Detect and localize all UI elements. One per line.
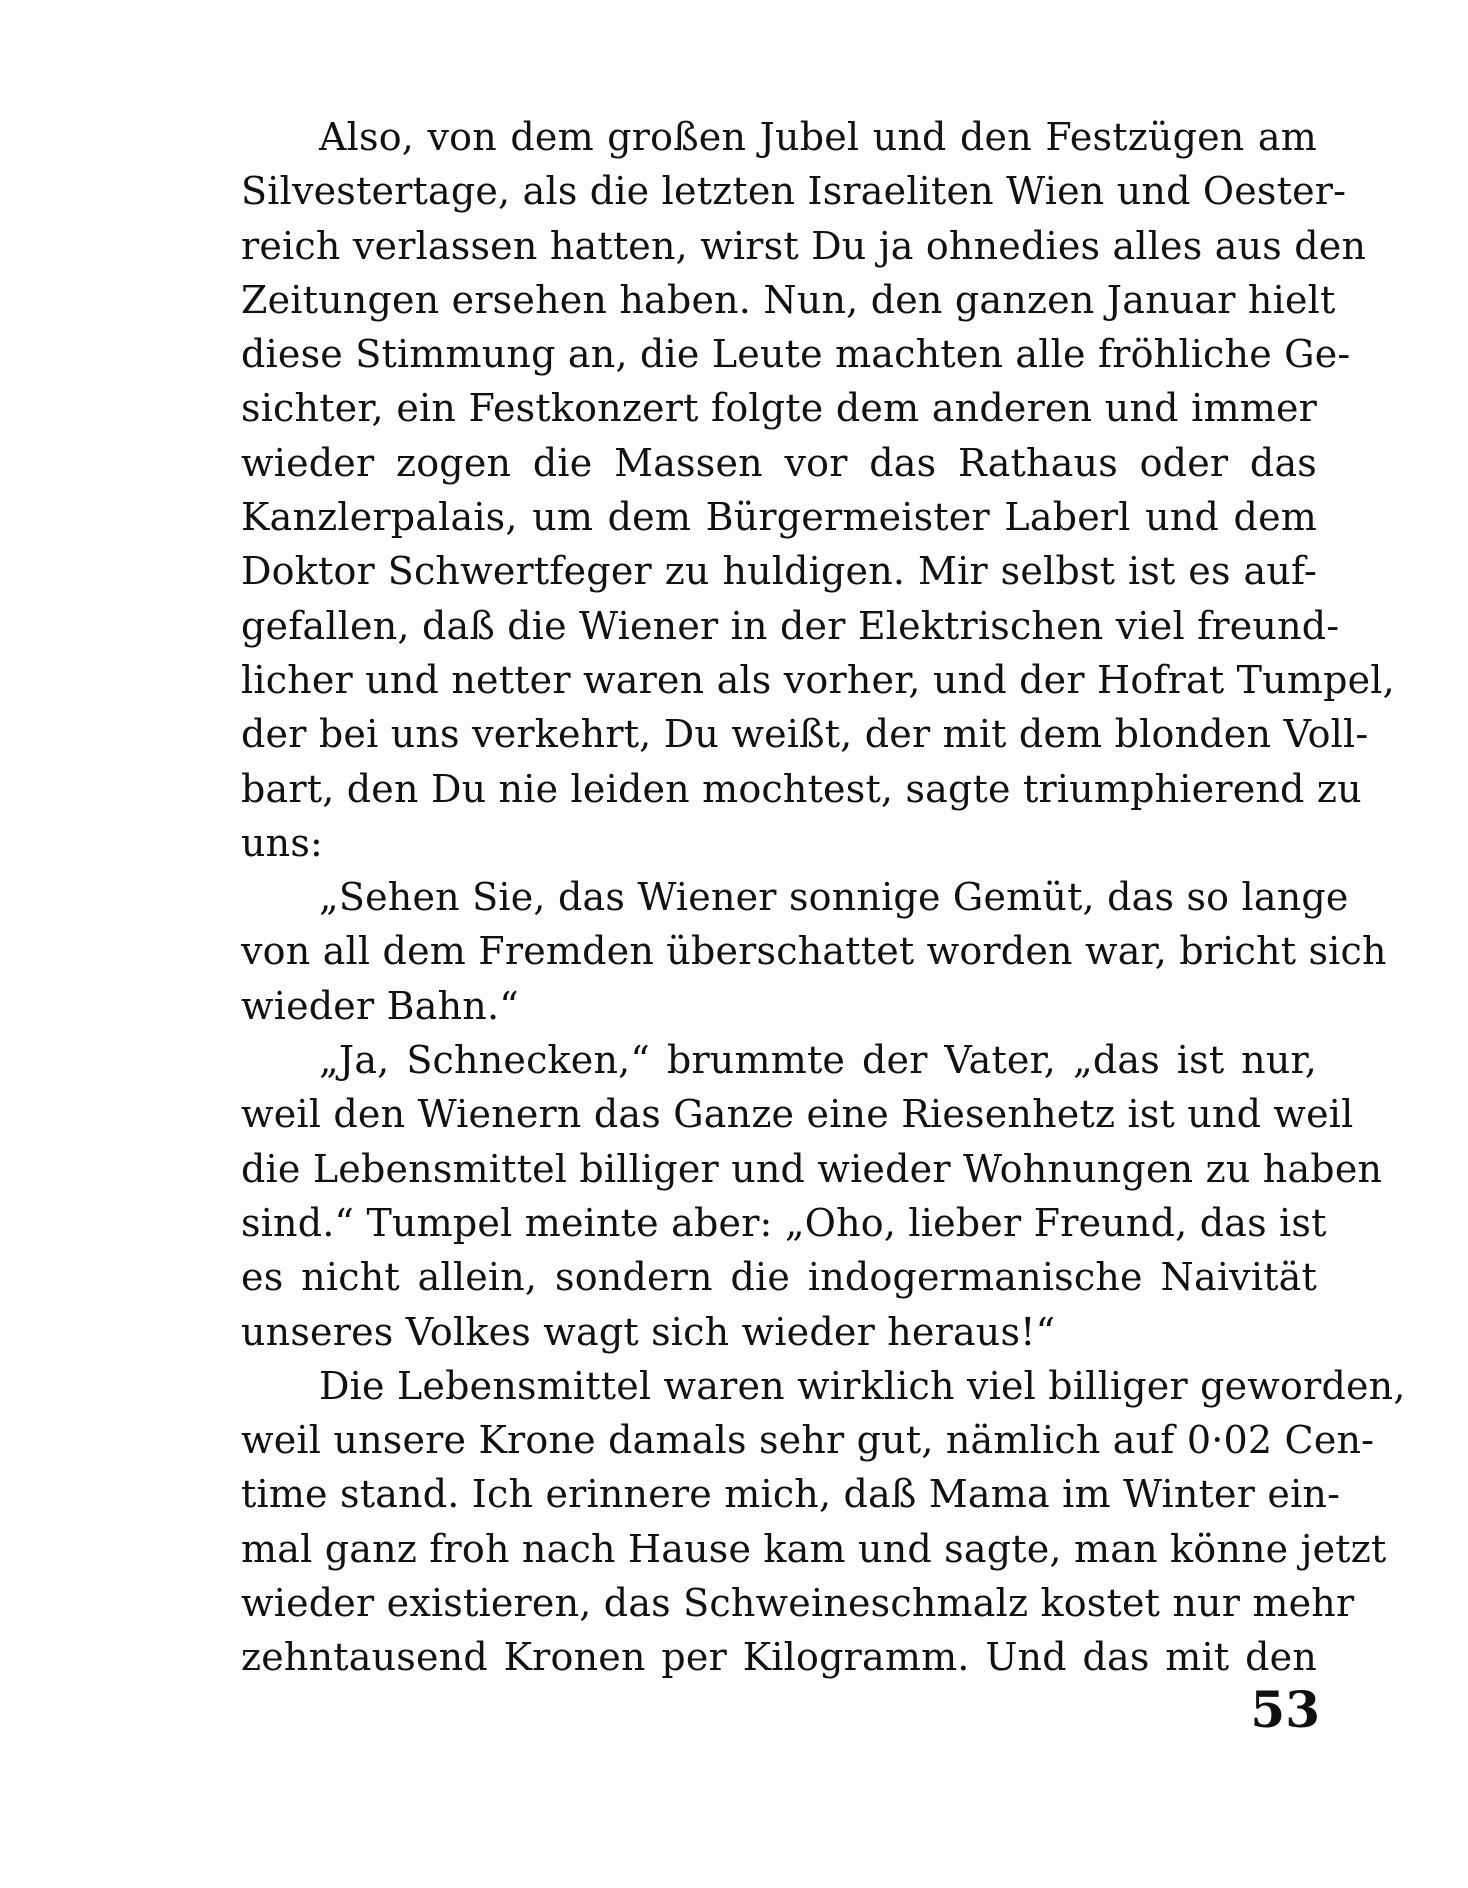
text-line: uns: [241,820,324,865]
text-line: der bei uns verkehrt, Du weißt, der mit dem blonden Voll- [241,712,1369,757]
text-line: zehntausend Kronen per Kilogramm. Und das mit den [241,1635,1317,1680]
text-line: gefallen, daß die Wiener in der Elektrischen viel freund- [241,603,1340,648]
paragraph-4 [241,1359,1406,1685]
text-line: die Lebensmittel billiger und wieder Wohnungen zu haben [241,1146,1383,1191]
text-line: reich verlassen hatten, wirst Du ja ohnedies alles aus den [241,223,1367,268]
text-line: Silvestertage, als die letzten Israeliten Wien und Oester- [241,169,1347,214]
page-number: 53 [1250,1680,1320,1739]
text-line: weil unsere Krone damals sehr gut, nämlich auf 0·02 Cen- [241,1418,1375,1463]
paragraph-3 [241,1033,1383,1359]
text-line: wieder zogen die Massen vor das Rathaus oder das [241,440,1317,485]
text-line: unseres Volkes wagt sich wieder heraus!“ [241,1309,1056,1354]
text-line: wieder existieren, das Schweineschmalz kostet nur mehr [241,1581,1355,1626]
text-line: „Ja, Schnecken,“ brummte der Vater, „das ist nur, [319,1038,1317,1083]
text-line: Die Lebensmittel waren wirklich viel billiger geworden, [319,1363,1406,1408]
paragraph-2 [241,870,1387,1033]
text-line: wieder Bahn.“ [241,983,519,1028]
text-line: sichter, ein Festkonzert folgte dem anderen und immer [241,386,1317,431]
text-line: Zeitungen ersehen haben. Nun, den ganzen Januar hielt [241,277,1336,322]
text-line: bart, den Du nie leiden mochtest, sagte triumphierend zu [241,766,1362,811]
text-line: von all dem Fremden überschattet worden war, bricht sich [241,929,1387,974]
text-line: weil den Wienern das Ganze eine Riesenhetz ist und weil [241,1092,1354,1137]
text-line: mal ganz froh nach Hause kam und sagte, man könne jetzt [241,1526,1387,1571]
paragraph-1 [241,110,1395,870]
text-line: licher und netter waren als vorher, und der Hofrat Tumpel, [241,657,1395,702]
text-line: sind.“ Tumpel meinte aber: „Oho, lieber Freund, das ist [241,1200,1327,1245]
text-line: Kanzlerpalais, um dem Bürgermeister Laberl und dem [241,495,1317,540]
text-line: es nicht allein, sondern die indogermanische Naivität [241,1255,1317,1300]
page-body-text [241,110,1406,1685]
text-line: time stand. Ich erinnere mich, daß Mama im Winter ein- [241,1472,1341,1517]
text-line: Also, von dem großen Jubel und den Festzügen am [319,115,1317,159]
text-line: „Sehen Sie, das Wiener sonnige Gemüt, das so lange [319,875,1349,920]
text-line: diese Stimmung an, die Leute machten alle fröhliche Ge- [241,332,1351,377]
text-line: Doktor Schwertfeger zu huldigen. Mir selbst ist es auf- [241,549,1317,594]
